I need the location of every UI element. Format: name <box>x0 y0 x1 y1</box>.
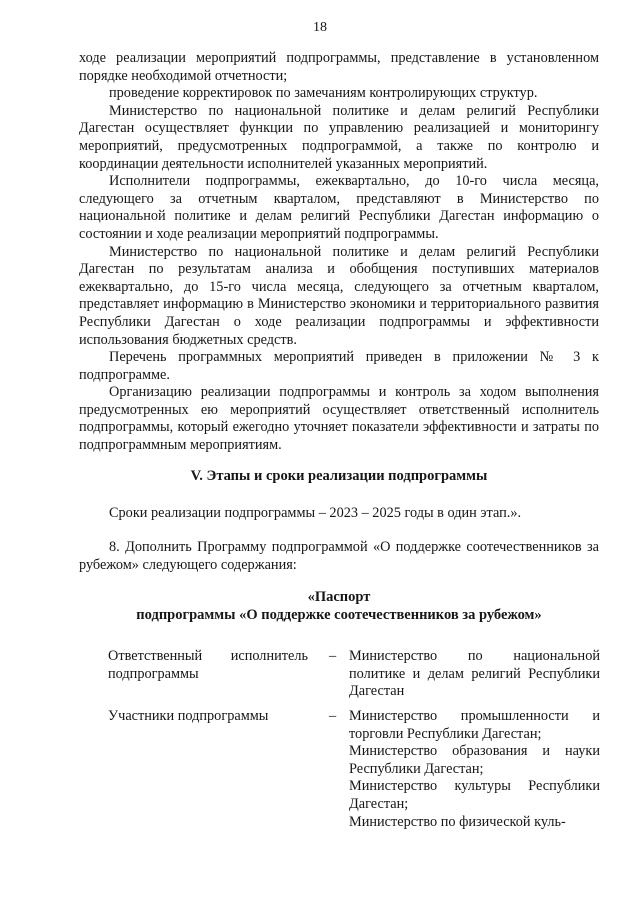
row-value <box>349 648 600 701</box>
row-label <box>108 648 308 683</box>
paragraph: Министерство по национальной политике и делам религий Республики Дагестан по результатам анализа и обобщения поступивших материалов ежеквартально, до 15-го числа месяца, следующего за отчетным кварталом, представляет информацию в Министерство экономики и территориального развития Республики Дагестан о ходе реализации подпрограммы и эффективности использования бюджетных средств. <box>79 243 599 348</box>
paragraph: Исполнители подпрограммы, ежеквартально, до 10-го числа месяца, следующего за отчетным кварталом, представляют в Министерство по национальной политике и делам религий Республики Дагестан информацию о состоянии и ходе реализации мероприятий подпрограммы. <box>79 173 599 242</box>
row-dash: – <box>329 708 337 724</box>
row-value-item: Министерство по физической куль- <box>349 813 566 830</box>
passport-title <box>79 588 599 624</box>
paragraph: проведение корректировок по замечаниям контролирующих структур. <box>109 85 538 102</box>
row-dash: – <box>329 648 337 664</box>
row-label-word: исполнитель <box>230 648 308 664</box>
passport-title-line-2: подпрограммы «О поддержке соотечественников за рубежом» <box>136 607 542 623</box>
row-value-item: Министерство культуры Республики Дагестан; <box>349 778 600 812</box>
passport-title-line-1: «Паспорт <box>307 589 371 605</box>
paragraph: Организацию реализации подпрограммы и контроль за ходом выполнения предусмотренных ею мероприятий осуществляет ответственный исполнитель подпрограммы, который ежегодно уточняет показатели эффективности и затраты по подпрограммным мероприятиям. <box>79 384 599 454</box>
point-8-paragraph: 8. Дополнить Программу подпрограммой «О поддержке соотечественников за рубежом» следующего содержания: <box>79 539 599 573</box>
paragraph: ходе реализации мероприятий подпрограммы, представление в установленном порядке необходимой отчетности; <box>79 50 599 84</box>
paragraph: Перечень программных мероприятий приведен в приложении № 3 к подпрограмме. <box>79 349 599 383</box>
row-value-item: Министерство по национальной политике и делам религий Республики Дагестан <box>349 648 600 700</box>
row-label-line: подпрограммы <box>108 665 199 682</box>
row-value-item: Министерство образования и науки Республики Дагестан; <box>349 743 600 777</box>
row-value <box>349 708 600 831</box>
body-text <box>79 50 599 455</box>
row-label: Участники подпрограммы <box>108 708 269 724</box>
section-title: V. Этапы и сроки реализации подпрограммы <box>190 468 488 484</box>
page-number: 18 <box>313 20 327 35</box>
row-label-word: Ответственный <box>108 648 203 664</box>
row-value-item: Министерство промышленности и торговли Республики Дагестан; <box>349 708 600 742</box>
terms-paragraph: Сроки реализации подпрограммы – 2023 – 2025 годы в один этап.». <box>109 505 522 521</box>
paragraph: Министерство по национальной политике и делам религий Республики Дагестан осуществляет функции по управлению реализацией и мониторингу мероприятий, предусмотренных подпрограммой, а также по контролю и координации деятельности исполнителей указанных мероприятий. <box>79 102 599 172</box>
